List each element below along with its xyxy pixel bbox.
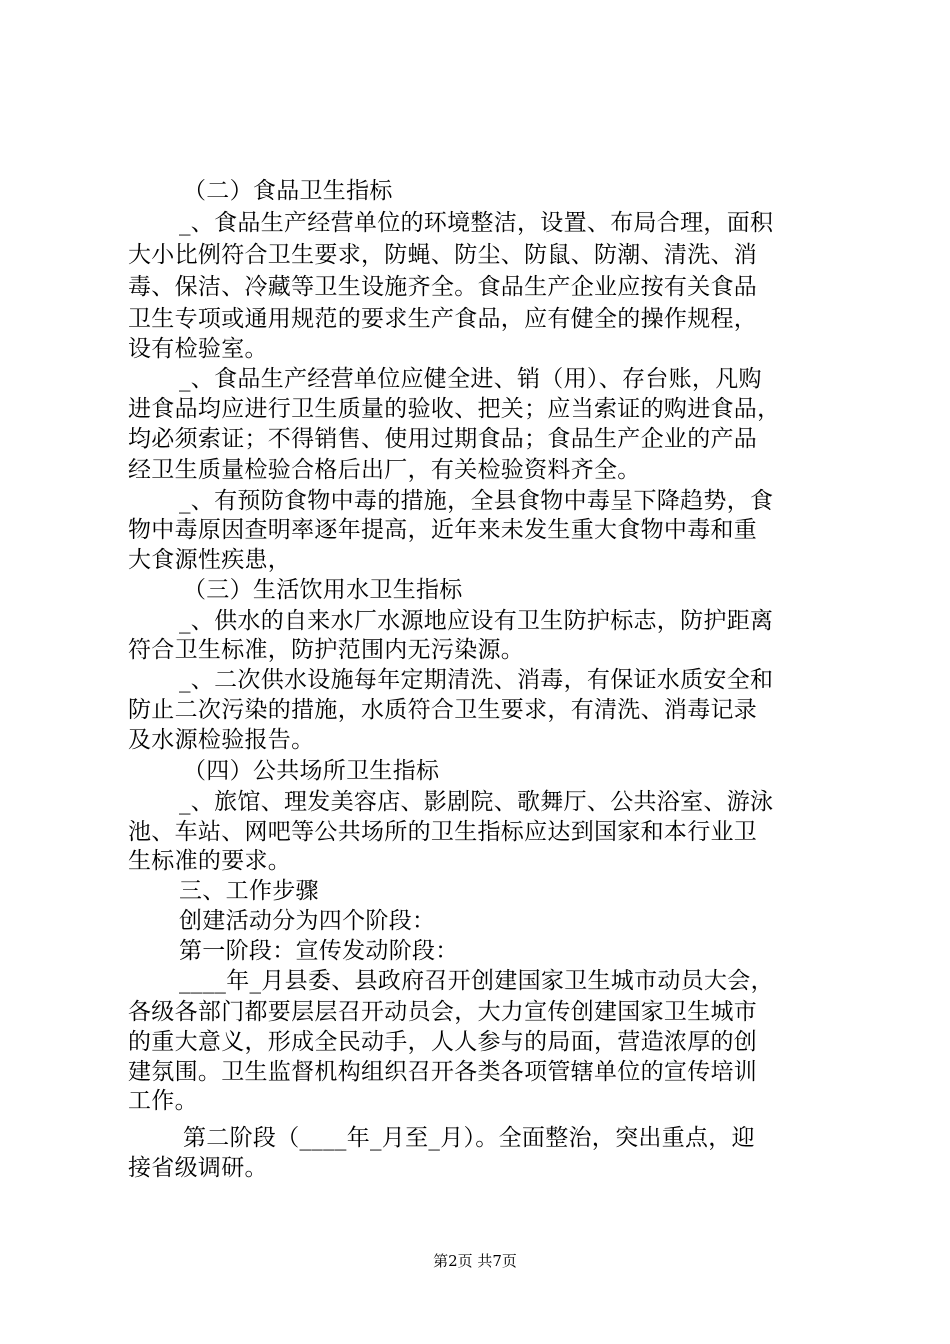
paragraph-line: 接省级调研。 (128, 1155, 268, 1181)
paragraph-line: 池、车站、网吧等公共场所的卫生指标应达到国家和本行业卫 (128, 819, 758, 845)
paragraph-line: 均必须索证；不得销售、使用过期食品；食品生产企业的产品 (128, 426, 758, 452)
paragraph-line: 第二阶段（____年_月至_月）。全面整治，突出重点，迎 (183, 1125, 755, 1151)
paragraph-line: 防止二次污染的措施，水质符合卫生要求，有清洗、消毒记录 (128, 697, 758, 723)
paragraph-line: 经卫生质量检验合格后出厂，有关检验资料齐全。 (128, 457, 641, 483)
heading-work-steps: 三、工作步骤 (179, 878, 319, 904)
paragraph-line: _、食品生产经营单位的环境整洁，设置、布局合理，面积 (179, 210, 774, 236)
heading-drinking-water: （三）生活饮用水卫生指标 (183, 577, 463, 603)
paragraph-line: 进食品均应进行卫生质量的验收、把关；应当索证的购进食品， (128, 396, 781, 422)
paragraph-line: 设有检验室。 (128, 336, 268, 362)
paragraph-line: 毒、保洁、冷藏等卫生设施齐全。食品生产企业应按有关食品 (128, 274, 758, 300)
paragraph-line: 第一阶段：宣传发动阶段： (179, 938, 459, 964)
paragraph-line: _、供水的自来水厂水源地应设有卫生防护标志，防护距离 (179, 608, 774, 634)
paragraph-line: 大小比例符合卫生要求，防蝇、防尘、防鼠、防潮、清洗、消 (128, 242, 758, 268)
paragraph-line: ____年_月县委、县政府召开创建国家卫生城市动员大会， (179, 968, 774, 994)
paragraph-line: 生标准的要求。 (128, 848, 292, 874)
paragraph-line: _、有预防食物中毒的措施，全县食物中毒呈下降趋势，食 (179, 488, 774, 514)
heading-food-hygiene: （二）食品卫生指标 (183, 178, 393, 204)
paragraph-line: _、二次供水设施每年定期清洗、消毒，有保证水质安全和 (179, 667, 774, 693)
paragraph-line: 及水源检验报告。 (128, 727, 315, 753)
page-number-footer: 第2页 共7页 (433, 1252, 517, 1270)
paragraph-line: 的重大意义，形成全民动手，人人参与的局面，营造浓厚的创 (128, 1029, 758, 1055)
paragraph-line: 卫生专项或通用规范的要求生产食品，应有健全的操作规程， (128, 306, 758, 332)
paragraph-line: _、食品生产经营单位应健全进、销（用）、存台账，凡购 (179, 366, 762, 392)
paragraph-line: 工作。 (128, 1088, 198, 1114)
paragraph-line: 创建活动分为四个阶段： (179, 908, 436, 934)
heading-public-places: （四）公共场所卫生指标 (183, 758, 440, 784)
paragraph-line: 符合卫生标准，防护范围内无污染源。 (128, 637, 525, 663)
paragraph-line: 各级各部门都要层层召开动员会，大力宣传创建国家卫生城市 (128, 999, 758, 1025)
paragraph-line: _、旅馆、理发美容店、影剧院、歌舞厅、公共浴室、游泳 (179, 789, 774, 815)
paragraph-line: 建氛围。卫生监督机构组织召开各类各项管辖单位的宣传培训 (128, 1059, 758, 1085)
paragraph-line: 物中毒原因查明率逐年提高，近年来未发生重大食物中毒和重 (128, 517, 758, 543)
paragraph-line: 大食源性疾患， (128, 547, 292, 573)
